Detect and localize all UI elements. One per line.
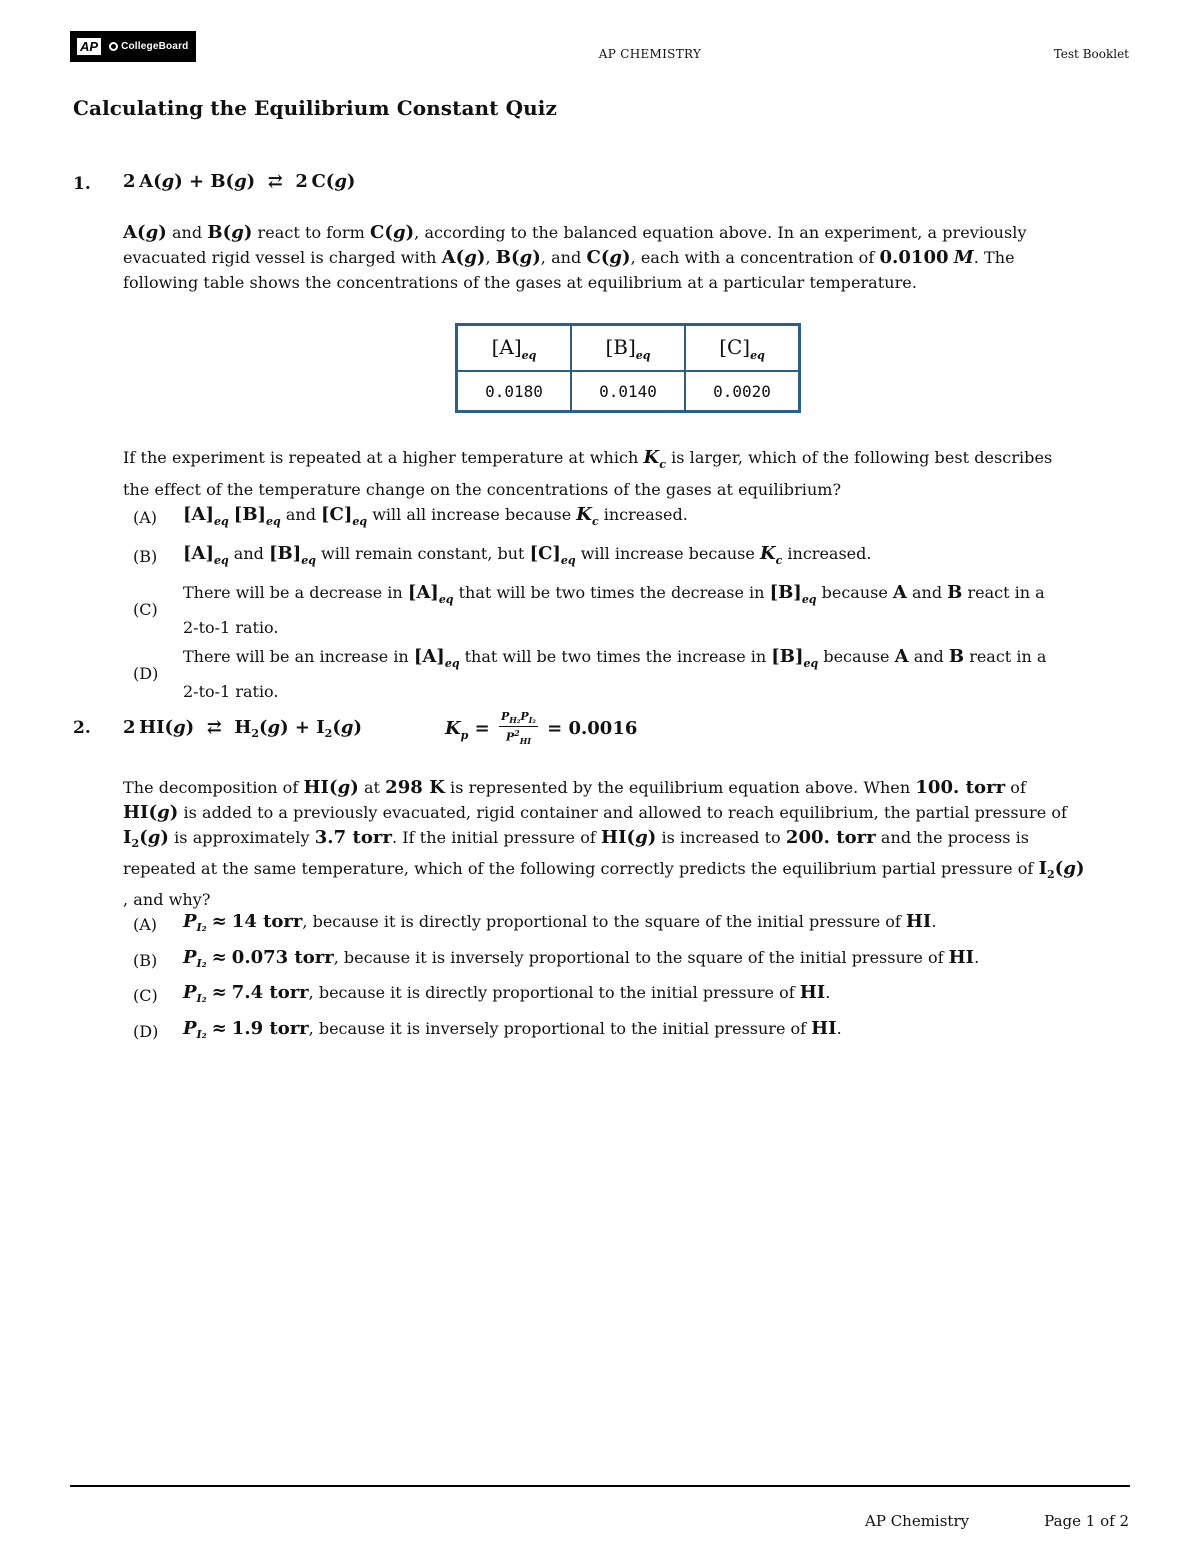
quiz-title: Calculating the Equilibrium Constant Quiz bbox=[73, 96, 557, 120]
table-header-b: $[B]_{eq}$ bbox=[571, 325, 685, 372]
q2-option-d-text[interactable]: $P_{I_2} \approx 1.9$ torr, because it is inversely proportional to the initial pressure of HI. bbox=[183, 1018, 842, 1041]
header-center-title: AP CHEMISTRY bbox=[598, 47, 702, 61]
q2-option-a-text[interactable]: $P_{I_2} \approx 14$ torr, because it is directly proportional to the square of the initial pressure of HI. bbox=[183, 911, 937, 934]
q2-option-a-letter[interactable]: (A) bbox=[133, 915, 158, 934]
q1-option-c-letter[interactable]: (C) bbox=[133, 600, 158, 619]
question-2-kp-expression: $K_p$ = $\frac{P_{H_2}P_{I_2}}{P^2_{HI}}$ = 0.0016 bbox=[445, 710, 638, 747]
q2-option-c-text[interactable]: $P_{I_2} \approx 7.4$ torr, because it is directly proportional to the initial pressure of HI. bbox=[183, 982, 831, 1005]
footer-page-number: Page 1 of 2 bbox=[1044, 1512, 1129, 1530]
question-2-passage: The decomposition of HI(g) at 298 K is represented by the equilibrium equation above. When 100. torr of HI(g) is added to a previously evacuated, rigid container and allowed to reach equilibrium, the partial pressure of $I_2(g)$ is approximately 3.7 torr. If the initial pressure of HI(g) is increased to 200. torr and the process is repeated at the same temperature, which of the following correctly predicts the equilibrium partial pressure of $I_2(g)$ , and why? bbox=[123, 777, 1085, 909]
q2-option-b-letter[interactable]: (B) bbox=[133, 951, 158, 970]
q2-option-d-letter[interactable]: (D) bbox=[133, 1022, 159, 1041]
table-value-a: 0.0180 bbox=[457, 371, 572, 412]
logo-ap-text: AP bbox=[77, 38, 101, 55]
q1-option-b-letter[interactable]: (B) bbox=[133, 547, 158, 566]
table-header-a: $[A]_{eq}$ bbox=[457, 325, 572, 372]
table-header-c: $[C]_{eq}$ bbox=[685, 325, 800, 372]
q1-option-a-text[interactable]: $[A]_{eq}$ $[B]_{eq}$ and $[C]_{eq}$ will all increase because $K_c$ increased. bbox=[183, 504, 688, 528]
question-1-number: 1. bbox=[73, 174, 91, 194]
q2-option-b-text[interactable]: $P_{I_2} \approx 0.073$ torr, because it is inversely proportional to the square of the initial pressure of HI. bbox=[183, 947, 980, 970]
footer-divider bbox=[70, 1485, 1130, 1487]
table-value-c: 0.0020 bbox=[685, 371, 800, 412]
question-2-equation: 2 HI(g) ⇄ $H_2(g) + I_2(g)$ bbox=[123, 717, 362, 740]
footer-course: AP Chemistry bbox=[865, 1512, 970, 1530]
question-1-passage: A(g) and B(g) react to form C(g), according to the balanced equation above. In an experiment, a previously evacuated rigid vessel is charged with A(g), B(g), and C(g), each with a concentration of 0.0100 M. The following table shows the concentrations of the gases at equilibrium at a particular temperature. bbox=[123, 222, 1027, 292]
equilibrium-concentration-table bbox=[455, 323, 801, 413]
header-right-label: Test Booklet bbox=[1053, 47, 1129, 61]
logo-brand-text: CollegeBoard bbox=[121, 41, 189, 52]
q1-option-d-text[interactable]: There will be an increase in $[A]_{eq}$ that will be two times the increase in $[B]_{eq}$ because A and B react in a 2-to-1 ratio. bbox=[183, 646, 1047, 701]
question-1-equation: 2 A(g) + B(g) ⇄ 2 C(g) bbox=[123, 171, 356, 192]
q1-option-a-letter[interactable]: (A) bbox=[133, 508, 158, 527]
table-value-b: 0.0140 bbox=[571, 371, 685, 412]
question-2-number: 2. bbox=[73, 718, 91, 738]
q1-option-b-text[interactable]: $[A]_{eq}$ and $[B]_{eq}$ will remain constant, but $[C]_{eq}$ will increase because $K_c$ increased. bbox=[183, 543, 872, 567]
q2-option-c-letter[interactable]: (C) bbox=[133, 986, 158, 1005]
q1-option-d-letter[interactable]: (D) bbox=[133, 664, 159, 683]
q1-option-c-text[interactable]: There will be a decrease in $[A]_{eq}$ that will be two times the decrease in $[B]_{eq}$ because A and B react in a 2-to-1 ratio. bbox=[183, 582, 1045, 637]
question-1-stem: If the experiment is repeated at a higher temperature at which $K_c$ is larger, which of the following best describes the effect of the temperature change on the concentrations of the gases at equilibrium? bbox=[123, 447, 1053, 499]
